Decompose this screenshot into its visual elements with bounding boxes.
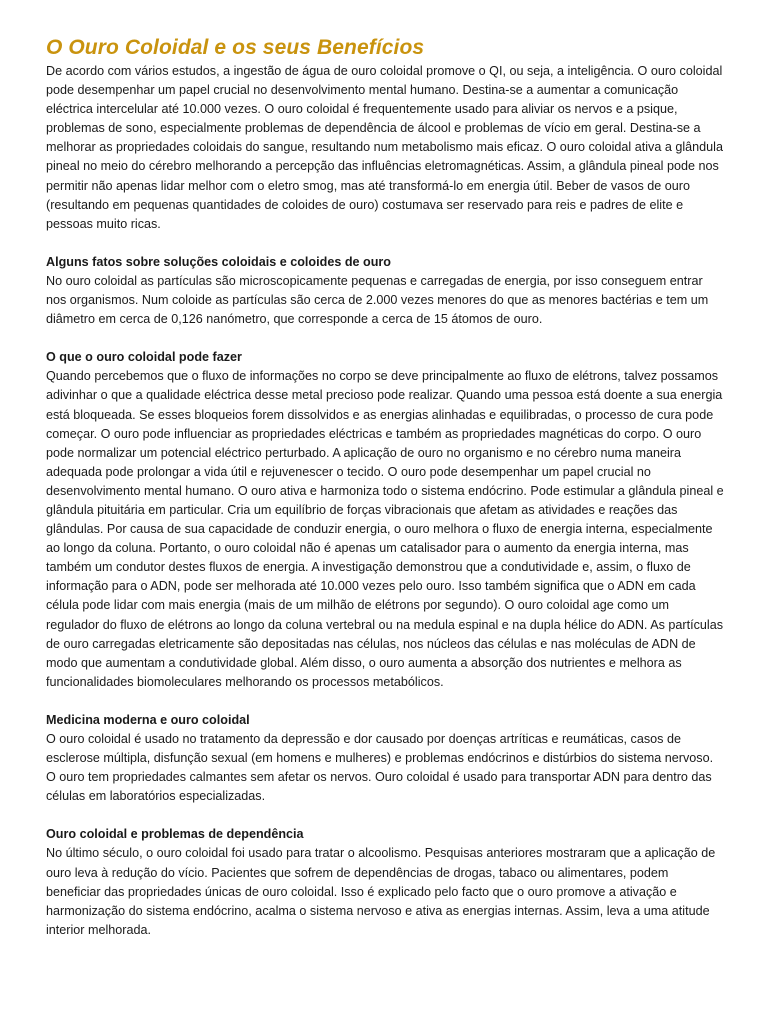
section-paragraph: No ouro coloidal as partículas são microscopicamente pequenas e carregadas de energia, por isso conseguem entrar nos organismos. Num coloide as partículas são cerca de 2.000 vezes menores do que as menores bactérias e tem um diâmetro em cerca de 0,126 nanómetro, que corresponde a cerca de 15 átomos de ouro. xyxy=(46,273,709,327)
section-colloid-facts xyxy=(46,253,724,329)
section-paragraph: Quando percebemos que o fluxo de informações no corpo se deve principalmente ao fluxo de elétrons, talvez possamos adivinhar o que a qualidade eléctrica desse metal precioso pode realizar. Quando uma pessoa está doente a sua energia está bloqueada. Se esses bloqueios forem dissolvidos e as energias alinhadas e equilibradas, o processo de cura pode começar. O ouro pode influenciar as propriedades eléctricas e também as propriedades magnéticas do corpo. O ouro pode normalizar um potencial eléctrico perturbado. A aplicação de ouro no organismo e no cérebro numa maneira adequada pode prolongar a vida útil e rejuvenescer o tecido. O ouro pode desempenhar um papel crucial no desenvolvimento mental humano. O ouro ativa e harmoniza todo o sistema endócrino. Pode estimular a glândula pineal e glândula pituitária em particular. Cria um equilíbrio de forças vibracionais que afetam as atividades e reações das glândulas. Por causa de sua capacidade de conduzir energia, o ouro melhora o fluxo de energia interna, especialmente ao longo da coluna. Portanto, o ouro coloidal não é apenas um catalisador para o aumento da energia interna, mas também um condutor destes fluxos de energia. A investigação demonstrou que a condutividade e, assim, o fluxo de informação para o ADN, pode ser melhorada até 10.000 vezes pelo ouro. Isso também significa que o ADN em cada célula pode lidar com mais energia (mais de um milhão de elétrons por segundo). O ouro coloidal age como um regulador do fluxo de elétrons ao longo da coluna vertebral ou na medula espinal e na dupla hélice do ADN. As partículas de ouro carregadas eletricamente são depositadas nas células, nos núcleos das células e nas moléculas de ADN de modo que aumentam a condutividade global. Além disso, o ouro aumenta a absorção dos nutrientes e melhora as funcionalidades biomoleculares melhorando os processos metabólicos. xyxy=(46,369,724,689)
section-paragraph: No último século, o ouro coloidal foi usado para tratar o alcoolismo. Pesquisas anteriores mostraram que a aplicação de ouro leva à redução do vício. Pacientes que sofrem de dependências de drogas, tabaco ou alimentares, podem beneficiar das propriedades únicas de ouro coloidal. Isso é explicado pelo facto que o ouro promove a ativação e harmonização do sistema endócrino, acalma o sistema nervoso e ativa as energias internas. Assim, leva a uma atitude interior melhorada. xyxy=(46,846,716,937)
section-heading: Alguns fatos sobre soluções coloidais e coloides de ouro xyxy=(46,254,391,269)
section-heading: O que o ouro coloidal pode fazer xyxy=(46,350,242,365)
section-what-gold-does xyxy=(46,348,724,692)
intro-section xyxy=(46,62,724,234)
spacer xyxy=(46,329,724,348)
section-modern-medicine xyxy=(46,711,724,806)
section-paragraph: O ouro coloidal é usado no tratamento da depressão e dor causado por doenças artríticas e reumáticas, casos de esclerose múltipla, disfunção sexual (em homens e mulheres) e problemas endócrinos e distúrbios do sistema nervoso. O ouro tem propriedades calmantes sem afetar os nervos. Ouro coloidal é usado para transportar ADN para dentro das células em laboratórios especializadas. xyxy=(46,732,714,804)
intro-paragraph: De acordo com vários estudos, a ingestão de água de ouro coloidal promove o QI, ou seja, a inteligência. O ouro coloidal pode desempenhar um papel crucial no desenvolvimento mental humano. Destina-se a aumentar a comunicação eléctrica intercelular até 10.000 vezes. O ouro coloidal é frequentemente usado para aliviar os nervos e a psique, problemas de sono, especialmente problemas de dependência de álcool e problemas de vício em geral. Destina-se a melhorar as propriedades coloidais do sangue, resultando num metabolismo mais eficaz. O ouro coloidal ativa a glândula pineal no meio do cérebro melhorando a percepção das influências eletromagnéticas. Assim, a glândula pineal pode nos permitir não apenas lidar melhor com o eletro smog, mas até transformá-lo em energia útil. Beber de vasos de ouro (resultando em pequenas quantidades de coloides de ouro) costumava ser reservado para reis e padres de elite e pessoas muito ricas. xyxy=(46,64,723,231)
section-heading: Medicina moderna e ouro coloidal xyxy=(46,712,250,727)
spacer xyxy=(46,692,724,711)
section-dependency xyxy=(46,825,724,940)
section-heading: Ouro coloidal e problemas de dependência xyxy=(46,827,304,842)
spacer xyxy=(46,806,724,825)
spacer xyxy=(46,234,724,253)
page-title: O Ouro Coloidal e os seus Benefícios xyxy=(46,36,425,59)
